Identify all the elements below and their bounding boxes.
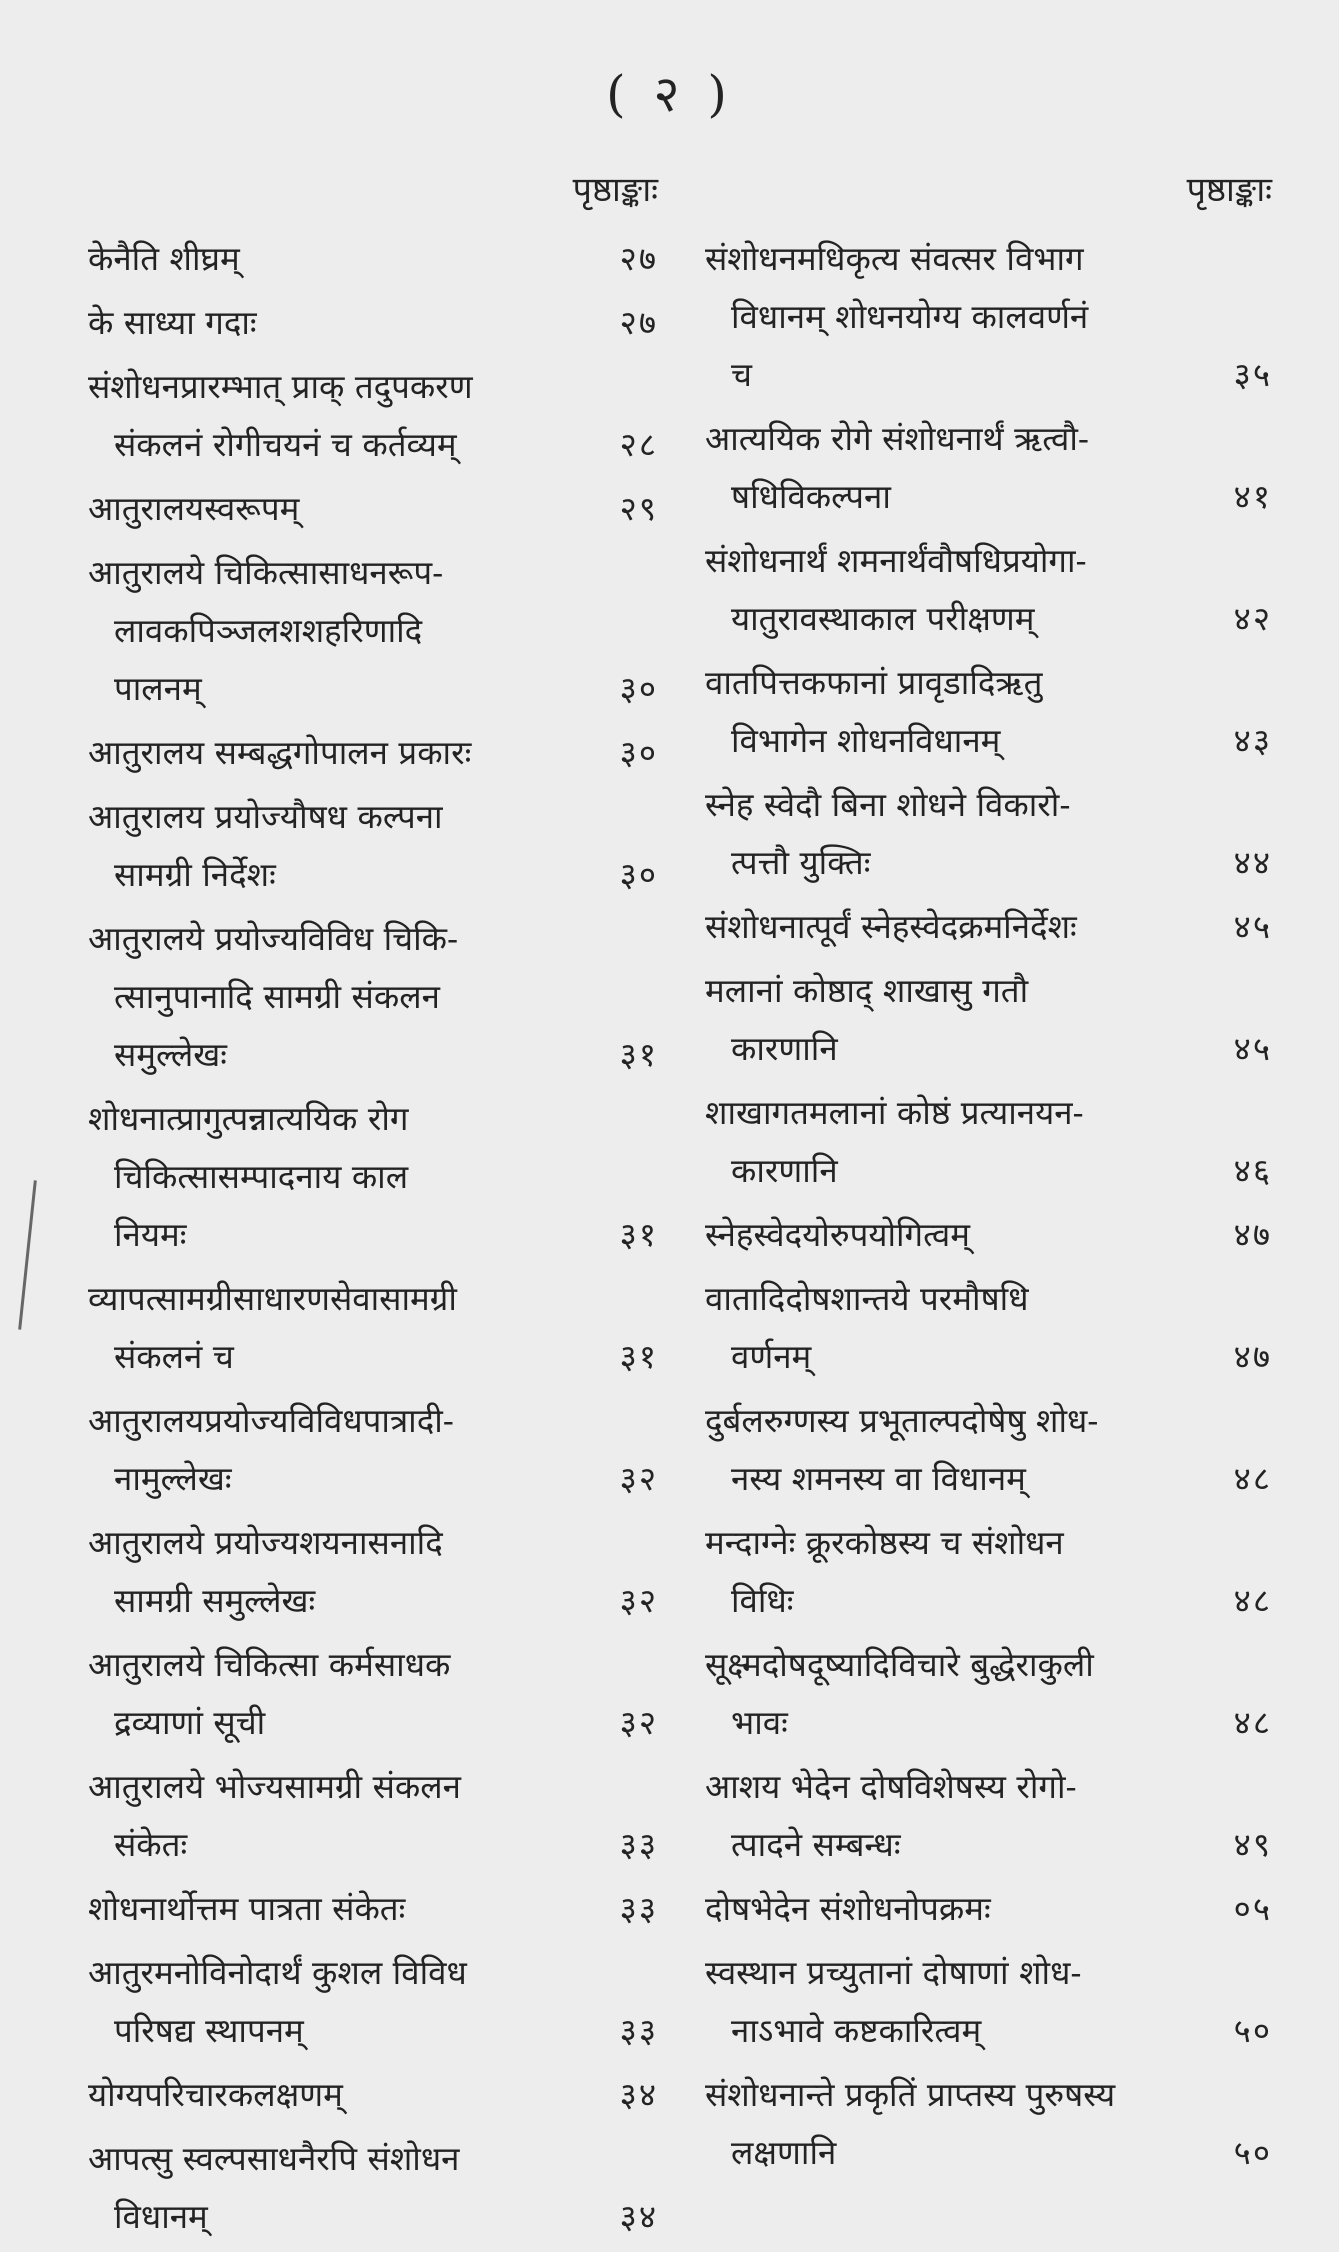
toc-entry-text: आतुरालये चिकित्सासाधनरूप-	[88, 553, 444, 592]
toc-entry-text: शोधनार्थोत्तम पात्रता संकेतः	[88, 1889, 406, 1928]
toc-entry-text: संशोधनार्थं शमनार्थंवौषधिप्रयोगा-	[705, 541, 1087, 580]
toc-entry	[88, 788, 658, 910]
toc-entry-text: लावकपिञ्जलशशहरिणादि	[114, 611, 423, 650]
toc-entry-text: संशोधनप्रारम्भात् प्राक् तदुपकरण	[88, 367, 473, 406]
toc-entry-text: आतुरालये प्रयोज्यशयनासनादि	[88, 1523, 443, 1562]
toc-entry-text: चिकित्सासम्पादनाय काल	[114, 1157, 409, 1196]
toc-entry	[705, 1084, 1272, 1206]
page-column-header: पृष्ठाङ्काः	[572, 170, 658, 210]
toc-entry-text: त्सानुपानादि सामग्री संकलन	[114, 977, 440, 1016]
toc-entry-text: विभागेन शोधनविधानम्	[731, 721, 1001, 760]
toc-entry-text: द्रव्याणां सूची	[114, 1703, 266, 1742]
toc-page-number: ३२	[619, 1459, 658, 1498]
toc-entry-text: वातपित्तकफानां प्रावृडादिऋतु	[705, 663, 1043, 702]
toc-entry	[705, 1758, 1272, 1880]
toc-page-number: ४४	[1233, 843, 1272, 882]
toc-entry-text: लक्षणानि	[731, 2133, 837, 2172]
toc-entry	[705, 1636, 1272, 1758]
toc-entry-text: मन्दाग्नेः क्रूरकोष्ठस्य च संशोधन	[705, 1523, 1064, 1562]
toc-entry	[705, 898, 1272, 962]
toc-page-number: ३५	[1233, 355, 1272, 394]
toc-page-number: ४७	[1233, 1215, 1272, 1254]
toc-entry-text: कारणानि	[731, 1029, 838, 1068]
toc-entry	[705, 1392, 1272, 1514]
toc-entry	[705, 654, 1272, 776]
toc-page-number: ३४	[619, 2197, 658, 2236]
toc-entry-text: आपत्सु स्वल्पसाधनैरपि संशोधन	[88, 2139, 460, 2178]
toc-entry	[88, 1636, 658, 1758]
toc-page-number: ३०	[619, 855, 658, 894]
toc-entry-text: आतुरमनोविनोदार्थं कुशल विविध	[88, 1953, 467, 1992]
toc-page-number: ३०	[619, 733, 658, 772]
toc-entry	[88, 1270, 658, 1392]
toc-entry	[88, 358, 658, 480]
toc-entry	[705, 532, 1272, 654]
toc-entry-text: सामग्री निर्देशः	[114, 855, 276, 894]
toc-page-number: २९	[619, 489, 658, 528]
page-number: ( २ )	[606, 65, 733, 123]
toc-entries	[705, 230, 1272, 2188]
toc-entry-text: आतुरालय सम्बद्धगोपालन प्रकारः	[88, 733, 472, 772]
toc-page-number: ३१	[619, 1035, 658, 1074]
toc-entry	[88, 1944, 658, 2066]
toc-page-number: ३४	[619, 2075, 658, 2114]
toc-entry	[705, 1270, 1272, 1392]
toc-entry-text: के साध्या गदाः	[88, 303, 257, 342]
margin-pen-mark	[18, 1180, 37, 1329]
toc-entry-text: स्नेह स्वेदौ बिना शोधने विकारो-	[705, 785, 1071, 824]
toc-right-column	[705, 160, 1272, 2188]
toc-page-number: ३१	[619, 1337, 658, 1376]
toc-entry	[705, 776, 1272, 898]
toc-entry	[88, 230, 658, 294]
toc-entry-text: दोषभेदेन संशोधनोपक्रमः	[705, 1889, 991, 1928]
toc-entry-text: संशोधनात्पूर्वं स्नेहस्वेदक्रमनिर्देशः	[705, 907, 1077, 946]
toc-entry-text: पालनम्	[114, 669, 202, 708]
toc-entry-text: आतुरालये प्रयोज्यविविध चिकि-	[88, 919, 459, 958]
toc-entry-text: वर्णनम्	[731, 1337, 812, 1376]
toc-entry-text: संशोधनान्ते प्रकृतिं प्राप्तस्य पुरुषस्य	[705, 2075, 1116, 2114]
toc-entry	[88, 1758, 658, 1880]
toc-entry-text: सामग्री समुल्लेखः	[114, 1581, 316, 1620]
toc-entry	[88, 1090, 658, 1270]
toc-entry	[705, 2066, 1272, 2188]
toc-page-number: ३२	[619, 1703, 658, 1742]
toc-entry	[88, 1880, 658, 1944]
toc-page-number: ३३	[619, 2011, 658, 2050]
toc-page-number: २७	[619, 303, 658, 342]
toc-left-column	[88, 160, 658, 2252]
toc-entry-text: नस्य शमनस्य वा विधानम्	[731, 1459, 1026, 1498]
toc-page-number: ४८	[1233, 1459, 1272, 1498]
toc-entry-text: शोधनात्प्रागुत्पन्नात्ययिक रोग	[88, 1099, 409, 1138]
toc-entry	[88, 480, 658, 544]
toc-page-number: ३०	[619, 669, 658, 708]
toc-entry	[88, 2066, 658, 2130]
toc-entry-text: त्पत्तौ युक्तिः	[731, 843, 871, 882]
toc-entry-text: आतुरालयप्रयोज्यविविधपात्रादी-	[88, 1401, 454, 1440]
toc-entry	[705, 410, 1272, 532]
toc-entry-text: विधानम्	[114, 2197, 208, 2236]
toc-entry	[88, 724, 658, 788]
toc-entry	[705, 1944, 1272, 2066]
toc-entry	[705, 1514, 1272, 1636]
toc-entry-text: संशोधनमधिकृत्य संवत्सर विभाग	[705, 239, 1084, 278]
toc-entry-text: मलानां कोष्ठाद् शाखासु गतौ	[705, 971, 1029, 1010]
toc-page-number: ४६	[1233, 1151, 1272, 1190]
toc-entries	[88, 230, 658, 2252]
toc-entry-text: संकलनं रोगीचयनं च कर्तव्यम्	[114, 425, 457, 464]
toc-page-number: ५०	[1233, 2011, 1272, 2050]
toc-page-number: ४२	[1233, 599, 1272, 638]
toc-entry	[705, 962, 1272, 1084]
toc-entry-text: परिषद्य स्थापनम्	[114, 2011, 304, 2050]
toc-page-number: ४५	[1233, 1029, 1272, 1068]
toc-entry	[705, 1880, 1272, 1944]
toc-page-number: ३१	[619, 1215, 658, 1254]
toc-page-number: ५०	[1233, 2133, 1272, 2172]
toc-entry-text: नाऽभावे कष्टकारित्वम्	[731, 2011, 982, 2050]
toc-entry-text: दुर्बलरुग्णस्य प्रभूताल्पदोषेषु शोध-	[705, 1401, 1099, 1440]
toc-entry	[705, 230, 1272, 410]
toc-entry	[88, 910, 658, 1090]
toc-entry-text: आतुरालये भोज्यसामग्री संकलन	[88, 1767, 461, 1806]
toc-entry-text: विधिः	[731, 1581, 794, 1620]
toc-entry-text: आतुरालय प्रयोज्यौषध कल्पना	[88, 797, 443, 836]
toc-page-number: ४१	[1233, 477, 1272, 516]
toc-entry-text: नामुल्लेखः	[114, 1459, 232, 1498]
toc-entry-text: संकलनं च	[114, 1337, 234, 1376]
toc-entry-text: च	[731, 355, 752, 394]
toc-entry-text: त्पादने सम्बन्धः	[731, 1825, 901, 1864]
toc-entry-text: कारणानि	[731, 1151, 838, 1190]
toc-page-number: २७	[619, 239, 658, 278]
toc-entry-text: शाखागतमलानां कोष्ठं प्रत्यानयन-	[705, 1093, 1084, 1132]
toc-entry-text: आशय भेदेन दोषविशेषस्य रोगो-	[705, 1767, 1077, 1806]
toc-entry-text: नियमः	[114, 1215, 187, 1254]
toc-entry	[88, 1514, 658, 1636]
toc-entry-text: षधिविकल्पना	[731, 477, 891, 516]
toc-entry-text: स्वस्थान प्रच्युतानां दोषाणां शोध-	[705, 1953, 1082, 1992]
toc-entry-text: केनैति शीघ्रम्	[88, 239, 240, 278]
toc-entry-text: स्नेहस्वेदयोरुपयोगित्वम्	[705, 1215, 970, 1254]
toc-page-number: ४८	[1233, 1703, 1272, 1742]
toc-page-number: ०५	[1233, 1889, 1272, 1928]
toc-page-number: २८	[619, 425, 658, 464]
toc-page-number: ४३	[1233, 721, 1272, 760]
toc-page-number: ४९	[1233, 1825, 1272, 1864]
toc-page-number: ३२	[619, 1581, 658, 1620]
toc-entry-text: यातुरावस्थाकाल परीक्षणम्	[731, 599, 1035, 638]
toc-entry-text: व्यापत्सामग्रीसाधारणसेवासामग्री	[88, 1279, 457, 1318]
toc-entry-text: आतुरालये चिकित्सा कर्मसाधक	[88, 1645, 451, 1684]
toc-entry-text: वातादिदोषशान्तये परमौषधि	[705, 1279, 1029, 1318]
toc-entry	[88, 544, 658, 724]
toc-entry	[88, 1392, 658, 1514]
toc-page-number: ३३	[619, 1889, 658, 1928]
toc-page-number: ३३	[619, 1825, 658, 1864]
toc-entry	[88, 2130, 658, 2252]
toc-entry	[705, 1206, 1272, 1270]
toc-entry	[88, 294, 658, 358]
toc-page-number: ४८	[1233, 1581, 1272, 1620]
toc-entry-text: समुल्लेखः	[114, 1035, 227, 1074]
toc-entry-text: आत्ययिक रोगे संशोधनार्थं ऋत्वौ-	[705, 419, 1090, 458]
toc-entry-text: आतुरालयस्वरूपम्	[88, 489, 300, 528]
toc-page-number: ४५	[1233, 907, 1272, 946]
toc-page-number: ४७	[1233, 1337, 1272, 1376]
toc-entry-text: योग्यपरिचारकलक्षणम्	[88, 2075, 343, 2114]
toc-entry-text: सूक्ष्मदोषदूष्यादिविचारे बुद्धेराकुली	[705, 1645, 1094, 1684]
toc-entry-text: भावः	[731, 1703, 788, 1742]
page-column-header: पृष्ठाङ्काः	[1186, 170, 1272, 210]
toc-entry-text: विधानम् शोधनयोग्य कालवर्णनं	[731, 297, 1089, 336]
toc-entry-text: संकेतः	[114, 1825, 188, 1864]
